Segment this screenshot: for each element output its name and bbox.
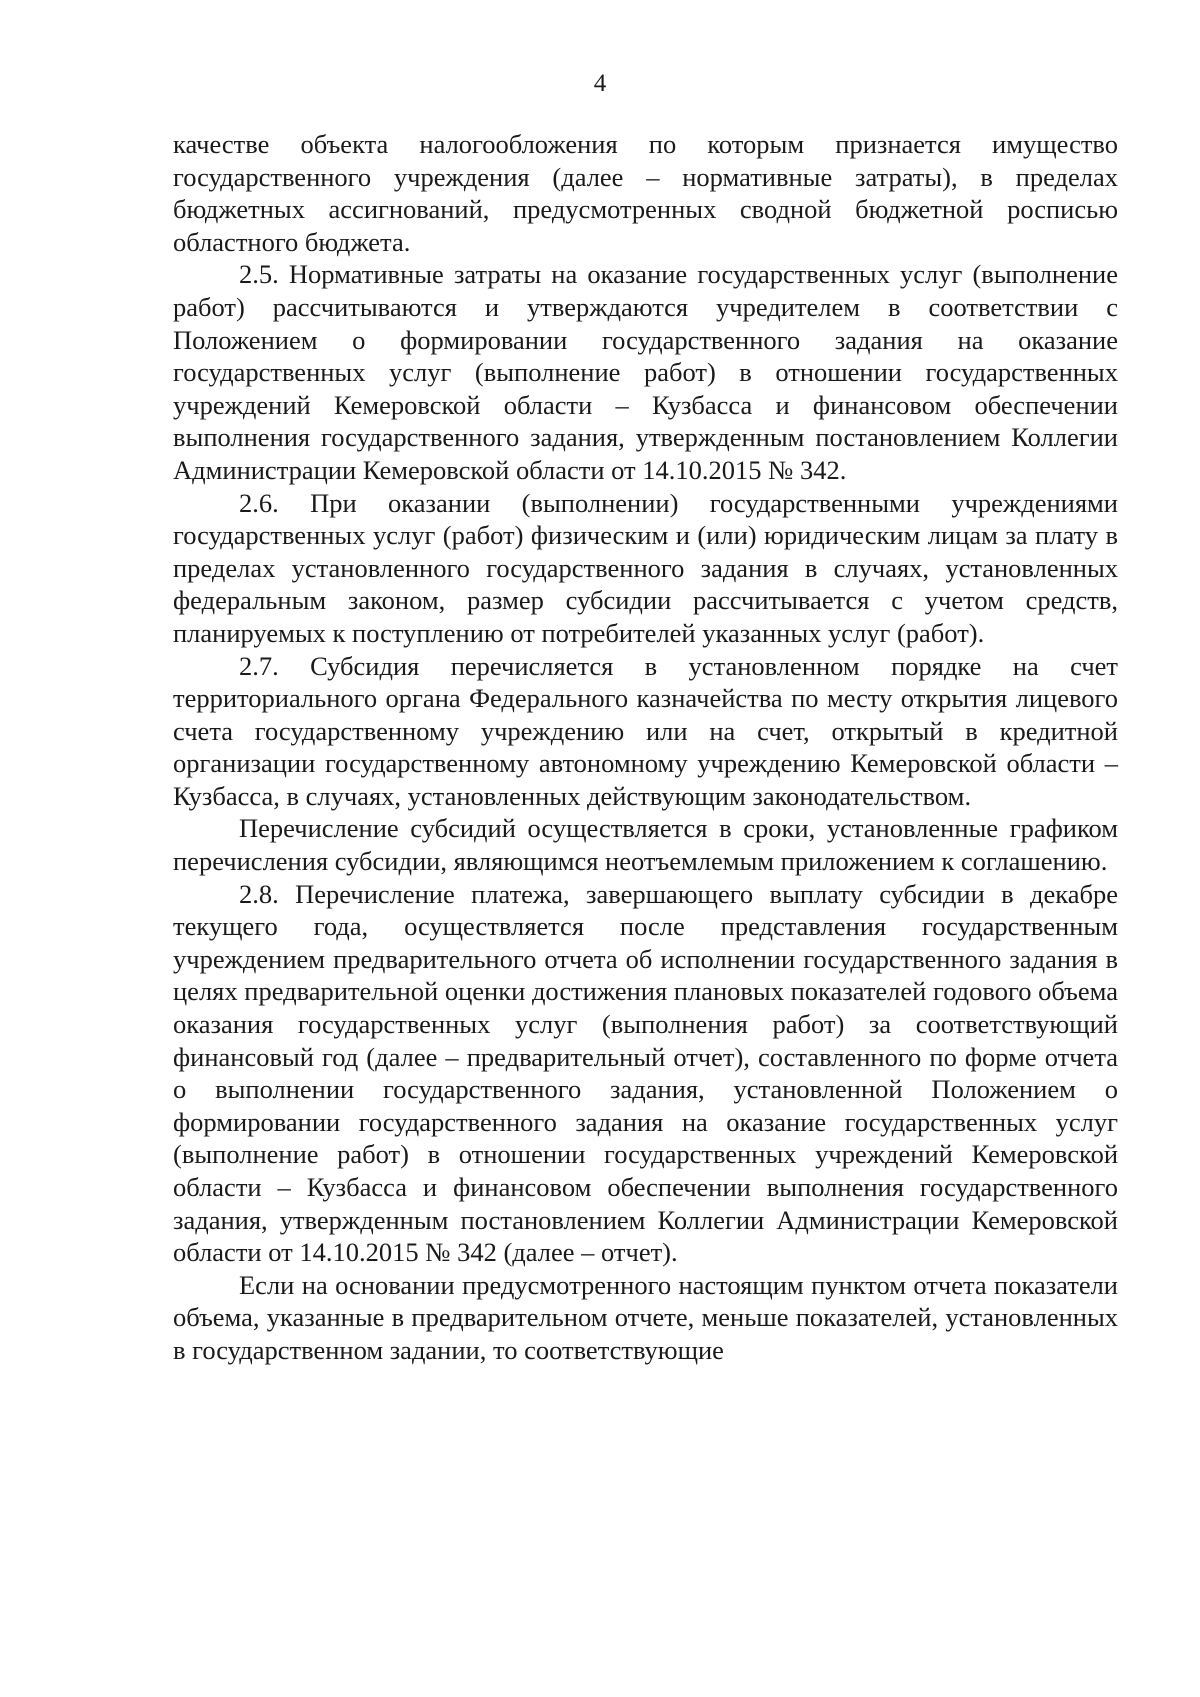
paragraph-continuation: качестве объекта налогообложения по которым признается имущество государственного учреждения (далее – нормативные затраты), в пределах бюджетных ассигнований, предусмотренных сводной бюджетной росписью областного бюджета. <box>173 129 1118 257</box>
paragraph-2-5: 2.5. Нормативные затраты на оказание государственных услуг (выполнение работ) рассчитываются и утверждаются учредителем в соответствии с Положением о формировании государственного задания на оказание государственных услуг (выполнение работ) в отношении государственных учреждений Кемеровской области – Кузбасса и финансовом обеспечении выполнения государственного задания, утвержденным постановлением Коллегии Администрации Кемеровской области от 14.10.2015 № 342. <box>173 259 1118 485</box>
paragraph-2-7: 2.7. Субсидия перечисляется в установленном порядке на счет территориального органа Федерального казначейства по месту открытия лицевого счета государственному учреждению или на счет, открытый в кредитной организации государственному автономному учреждению Кемеровской области – Кузбасса, в случаях, установленных действующим законодательством. <box>173 650 1118 811</box>
document-body <box>173 128 1118 1367</box>
paragraph-transfer-schedule: Перечисление субсидий осуществляется в сроки, установленные графиком перечисления субсидии, являющимся неотъемлемым приложением к соглашению. <box>173 813 1118 877</box>
paragraph-2-8: 2.8. Перечисление платежа, завершающего выплату субсидии в декабре текущего года, осуществляется после представления государственным учреждением предварительного отчета об исполнении государственного задания в целях предварительной оценки достижения плановых показателей годового объема оказания государственных услуг (выполнения работ) за соответствующий финансовый год (далее – предварительный отчет), составленного по форме отчета о выполнении государственного задания, установленной Положением о формировании государственного задания на оказание государственных услуг (выполнение работ) в отношении государственных учреждений Кемеровской области – Кузбасса и финансовом обеспечении выполнения государственного задания, утвержденным постановлением Коллегии Администрации Кемеровской области от 14.10.2015 № 342 (далее – отчет). <box>173 878 1118 1268</box>
paragraph-2-6: 2.6. При оказании (выполнении) государственными учреждениями государственных услуг (работ) физическим и (или) юридическим лицам за плату в пределах установленного государственного задания в случаях, установленных федеральным законом, размер субсидии рассчитывается с учетом средств, планируемых к поступлению от потребителей указанных услуг (работ). <box>173 487 1118 648</box>
paragraph-report-shortfall: Если на основании предусмотренного настоящим пунктом отчета показатели объема, указанные в предварительном отчете, меньше показателей, установленных в государственном задании, то соответствующие <box>173 1269 1118 1365</box>
page-number: 4 <box>593 70 607 97</box>
